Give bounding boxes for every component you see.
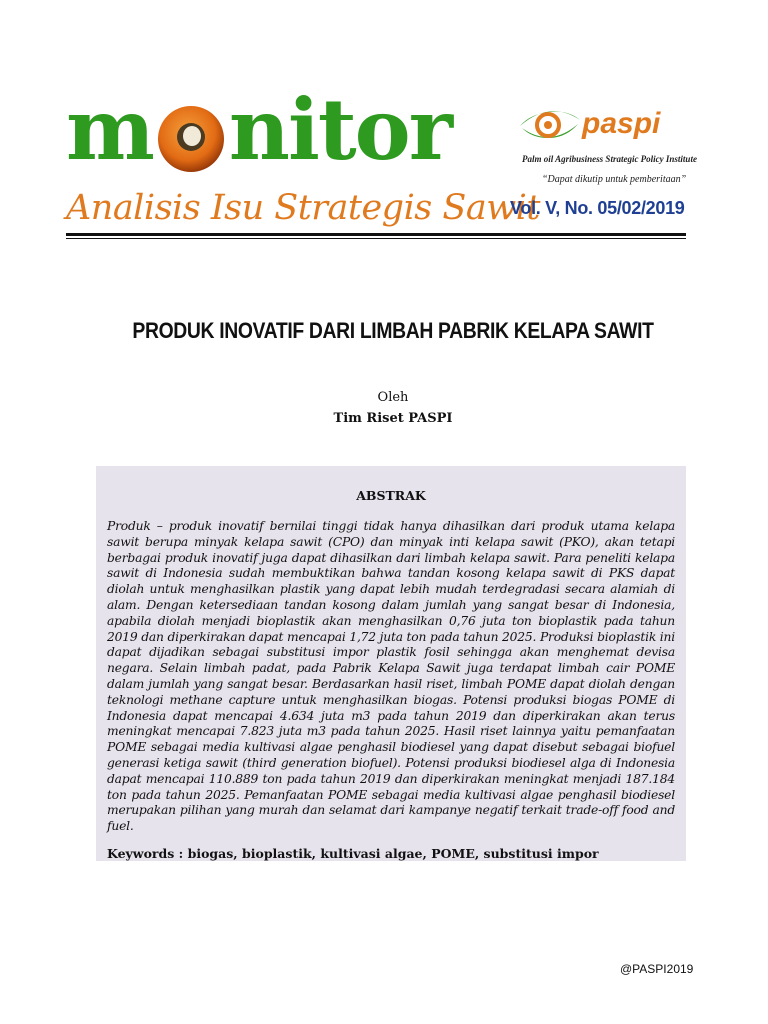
article-title: PRODUK INOVATIF DARI LIMBAH PABRIK KELAPA SAWIT [132, 318, 654, 343]
keywords: Keywords : biogas, bioplastik, kultivasi algae, POME, substitusi impor [107, 845, 599, 861]
palm-fruit-icon [155, 98, 227, 170]
masthead-subtitle: Analisis Isu Strategis Sawit [66, 188, 540, 228]
masthead-divider [66, 233, 686, 236]
paspi-logo [518, 104, 697, 194]
logo-suffix: nitor [228, 80, 451, 179]
author: Tim Riset PASPI [333, 411, 453, 426]
abstract-box [96, 466, 686, 861]
citation-note: “Dapat dikutip untuk pemberitaan” [542, 174, 687, 185]
logo-prefix: m [66, 80, 153, 179]
volume-number: Vol. V, No. 05/02/2019 [510, 198, 685, 218]
abstract-heading: ABSTRAK [356, 488, 426, 503]
paspi-tagline: Palm oil Agribusiness Strategic Policy Institute [522, 154, 697, 164]
masthead-divider-thin [66, 238, 686, 239]
masthead [0, 0, 768, 250]
abstract-body: Produk – produk inovatif bernilai tinggi tidak hanya dihasilkan dari produk utama kelapa sawit berupa minyak kelapa sawit (CPO) dan minyak inti kelapa sawit (PKO), akan tetapi berbagai produk inovatif juga dapat dihasilkan dari limbah kelapa sawit. Para peneliti kelapa sawit di Indonesia sudah membuktikan bahwa tandan kosong kelapa sawit di PKS dapat diolah untuk menghasilkan plastik yang dapat lebih mudah terdegradasi secara alamiah di alam. Dengan ketersediaan tandan kosong dalam jumlah yang sangat besar di Indonesia, apabila diolah menjadi bioplastik akan menghasilkan 0,76 juta ton bioplastik pada tahun 2019 dan diperkirakan dapat mencapai 1,72 juta ton pada tahun 2025. Produksi bioplastik ini dapat dijadikan sebagai substitusi impor plastik fosil sehingga akan menghemat devisa negara. Selain limbah padat, pada Pabrik Kelapa Sawit juga terdapat limbah cair POME dalam jumlah yang sangat besar. Berdasarkan hasil riset, limbah POME dapat diolah dengan teknologi methane capture untuk menghasilkan biogas. Potensi produksi biogas POME di Indonesia dapat mencapai 4.634 juta m3 pada tahun 2019 dan diperkirakan akan terus meningkat mencapai 7.823 juta m3 pada tahun 2025. Hasil riset lainnya yaitu pemanfaatan POME sebagai media kultivasi algae penghasil biodiesel yang dapat disebut sebagai biofuel generasi ketiga sawit (third generation biofuel). Potensi produksi biodiesel alga di Indonesia dapat mencapai 110.889 ton pada tahun 2019 dan diperkirakan meningkat menjadi 187.184 ton pada tahun 2025. Pemanfaatan POME sebagai media kultivasi algae penghasil biodiesel merupakan pilihan yang murah dan selamat dari kampanye negatif terkait trade-off food and fuel. [107, 519, 675, 834]
paspi-eye-icon [518, 104, 582, 146]
by-label: Oleh [377, 390, 409, 405]
paspi-name: paspi [582, 107, 661, 140]
monitor-logo [66, 82, 451, 178]
footer-copyright: @PASPI2019 [620, 962, 694, 976]
